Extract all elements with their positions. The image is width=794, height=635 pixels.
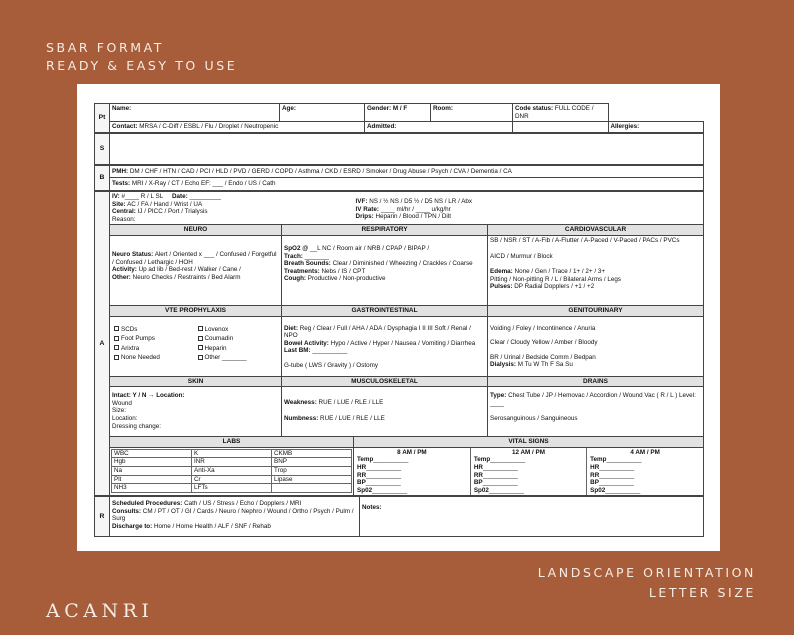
msk-header: MUSCULOSKELETAL bbox=[282, 376, 488, 387]
vte-option[interactable]: Foot Pumps bbox=[112, 334, 196, 344]
room-field[interactable]: Room: bbox=[431, 104, 513, 122]
a-section bbox=[94, 191, 704, 496]
lab-cell[interactable]: Cr bbox=[192, 475, 272, 484]
pmh-field[interactable]: PMH: DM / CHF / HTN / CAD / PCI / HLD / PVD / GERD / COPD / Asthma / CKD / ESRD / Smoker / Drug Abuse / Psych / CVA / Dementia / CA bbox=[110, 165, 704, 178]
lab-cell[interactable]: WBC bbox=[112, 449, 192, 458]
lab-cell[interactable]: K bbox=[192, 449, 272, 458]
neuro-header: NEURO bbox=[110, 225, 282, 236]
drains-header: DRAINS bbox=[488, 376, 704, 387]
contact-field[interactable]: Contact: MRSA / C-Diff / ESBL / Flu / Droplet / Neutropenic bbox=[110, 122, 365, 133]
vitals-block bbox=[354, 447, 704, 496]
table-row bbox=[112, 466, 352, 475]
lab-cell[interactable]: Plt bbox=[112, 475, 192, 484]
allergies-field[interactable]: Allergies: bbox=[608, 122, 704, 133]
vte-option[interactable]: Coumadin bbox=[196, 334, 280, 344]
lab-cell[interactable]: Lipase bbox=[272, 475, 352, 484]
b-section bbox=[94, 165, 704, 191]
ivf-block[interactable]: IVF: NS / ½ NS / D5 ½ / D5 NS / LR / Abx IV Rate: ____ ml/hr / ____ u/kg/hr Drips: Heparin / Blood / TPN / Dilt bbox=[354, 191, 704, 224]
b-label: B bbox=[95, 165, 110, 190]
recommendations-block[interactable]: Scheduled Procedures: Cath / US / Stress / Echo / Dopplers / MRI Consults: CM / PT / OT / GI / Cards / Neuro / Nephro / Wound / Ortho / Psych / Pulm / Surg Discharge to: Home / Home Health / ALF / SNF / Rehab bbox=[110, 497, 360, 537]
vte-header: VTE PROPHYLAXIS bbox=[110, 305, 282, 316]
gi-block[interactable]: Diet: Reg / Clear / Full / AHA / ADA / Dysphagia I II III Soft / Renal / NPO Bowel Activity: Hypo / Active / Hyper / Nausea / Vomiting / Diarrhea Last BM: __________ G-tube ( LWS / Gravity ) / Ostomy bbox=[282, 316, 488, 376]
cardiovascular-block[interactable]: SB / NSR / ST / A-Fib / A-Flutter / A-Paced / V-Paced / PACs / PVCs AICD / Murmur / Block Edema: None / Gen / Trace / 1+ / 2+ / 3+ Pitting / Non-pitting R / L / Bilateral Arms / Legs Pulses: DP Radial Dopplers / +1 / +2 bbox=[488, 235, 704, 305]
admitted-field[interactable]: Admitted: bbox=[365, 122, 513, 133]
lab-cell[interactable]: NH3 bbox=[112, 484, 192, 493]
vte-option[interactable]: Other _______ bbox=[196, 353, 280, 363]
lab-cell[interactable]: BNP bbox=[272, 458, 352, 467]
sbar-grid bbox=[94, 103, 704, 537]
table-row bbox=[112, 484, 352, 493]
labs-block bbox=[110, 447, 354, 496]
notes-field[interactable]: Notes: bbox=[360, 497, 704, 537]
vitals-table bbox=[354, 448, 703, 496]
s-section bbox=[94, 133, 704, 165]
spacer-cell bbox=[513, 122, 609, 133]
table-row bbox=[112, 475, 352, 484]
pt-section bbox=[94, 103, 704, 133]
vitals-header: VITAL SIGNS bbox=[354, 437, 704, 448]
tagline-line-2: READY & EASY TO USE bbox=[46, 58, 238, 73]
gender-field[interactable]: Gender: M / F bbox=[365, 104, 431, 122]
gu-header: GENITOURINARY bbox=[488, 305, 704, 316]
situation-field[interactable] bbox=[110, 133, 704, 164]
tagline-line-1: SBAR FORMAT bbox=[46, 40, 165, 55]
neuro-block[interactable]: Neuro Status: Alert / Oriented x ___ / Confused / Forgetful / Confused / Lethargic / HOH Activity: Up ad lib / Bed-rest / Walker / Cane / Other: Neuro Checks / Restraints / Bed Alarm bbox=[110, 235, 282, 305]
cardiovascular-header: CARDIOVASCULAR bbox=[488, 225, 704, 236]
lab-cell[interactable] bbox=[272, 484, 352, 493]
name-field[interactable]: Name: bbox=[110, 104, 280, 122]
vte-option[interactable]: Arixtra bbox=[112, 344, 196, 354]
table-row bbox=[112, 458, 352, 467]
table-row bbox=[112, 449, 352, 458]
pt-label: Pt bbox=[95, 104, 110, 133]
lab-cell[interactable]: LFTs bbox=[192, 484, 272, 493]
drains-block[interactable]: Type: Chest Tube / JP / Hemovac / Accordion / Wound Vac ( R / L ) Level: ____ Serosanguinous / Sanguineous bbox=[488, 387, 704, 437]
respiratory-header: RESPIRATORY bbox=[282, 225, 488, 236]
footer-orientation: LANDSCAPE ORIENTATION bbox=[537, 565, 756, 580]
iv-block[interactable]: IV: #____ R / L SL Date: _________ Site: AC / FA / Hand / Wrist / UA Central: IJ / PICC / Port / Trialysis Reason: bbox=[110, 191, 354, 224]
lab-cell[interactable]: Trop bbox=[272, 466, 352, 475]
skin-header: SKIN bbox=[110, 376, 282, 387]
lab-cell[interactable]: CKMB bbox=[272, 449, 352, 458]
msk-block[interactable]: Weakness: RUE / LUE / RLE / LLE Numbness: RUE / LUE / RLE / LLE bbox=[282, 387, 488, 437]
labs-table bbox=[111, 449, 352, 493]
age-field[interactable]: Age: bbox=[280, 104, 365, 122]
vte-option[interactable]: None Needed bbox=[112, 353, 196, 363]
lab-cell[interactable]: Na bbox=[112, 466, 192, 475]
tests-field[interactable]: Tests: MRI / X-Ray / CT / Echo EF: ___ / Endo / US / Cath bbox=[110, 178, 704, 191]
vitals-column[interactable]: 8 AM / PM Temp__________ HR__________ RR__________ BP__________ Sp02__________ bbox=[354, 448, 470, 496]
vitals-column[interactable]: 4 AM / PM Temp__________ HR__________ RR__________ BP__________ Sp02__________ bbox=[590, 448, 660, 494]
skin-block[interactable]: Intact: Y / N → Location: Wound Size: Location: Dressing change: bbox=[110, 387, 282, 437]
gi-header: GASTROINTESTINAL bbox=[282, 305, 488, 316]
a-label: A bbox=[95, 191, 110, 495]
vitals-column[interactable]: 12 AM / PM Temp__________ HR__________ RR__________ BP__________ Sp02__________ bbox=[470, 448, 586, 496]
gu-block[interactable]: Voiding / Foley / Incontinence / Anuria Clear / Cloudy Yellow / Amber / Bloody BR / Urinal / Bedside Comm / Bedpan Dialysis: M Tu W Th F Sa Su bbox=[488, 316, 704, 376]
vte-block[interactable] bbox=[110, 316, 282, 376]
respiratory-block[interactable]: SpO2 @ __L NC / Room air / NRB / CPAP / BIPAP / Trach: _______ Breath Sounds: Clear / Diminished / Wheezing / Crackles / Coarse Treatments: Nebs / IS / CPT Cough: Productive / Non-productive bbox=[282, 235, 488, 305]
sbar-sheet bbox=[77, 84, 720, 551]
footer-size: LETTER SIZE bbox=[648, 585, 756, 600]
vte-option[interactable]: SCDs bbox=[112, 325, 196, 335]
lab-cell[interactable]: INR bbox=[192, 458, 272, 467]
labs-header: LABS bbox=[110, 437, 354, 448]
code-status-field[interactable]: Code status: FULL CODE / DNR bbox=[513, 104, 609, 122]
r-label: R bbox=[95, 497, 110, 537]
lab-cell[interactable]: Anti-Xa bbox=[192, 466, 272, 475]
lab-cell[interactable]: Hgb bbox=[112, 458, 192, 467]
vte-option[interactable]: Heparin bbox=[196, 344, 280, 354]
r-section bbox=[94, 496, 704, 537]
brand-logo: ACANRI bbox=[46, 600, 154, 622]
vte-option[interactable]: Lovenox bbox=[196, 325, 280, 335]
s-label: S bbox=[95, 133, 110, 164]
